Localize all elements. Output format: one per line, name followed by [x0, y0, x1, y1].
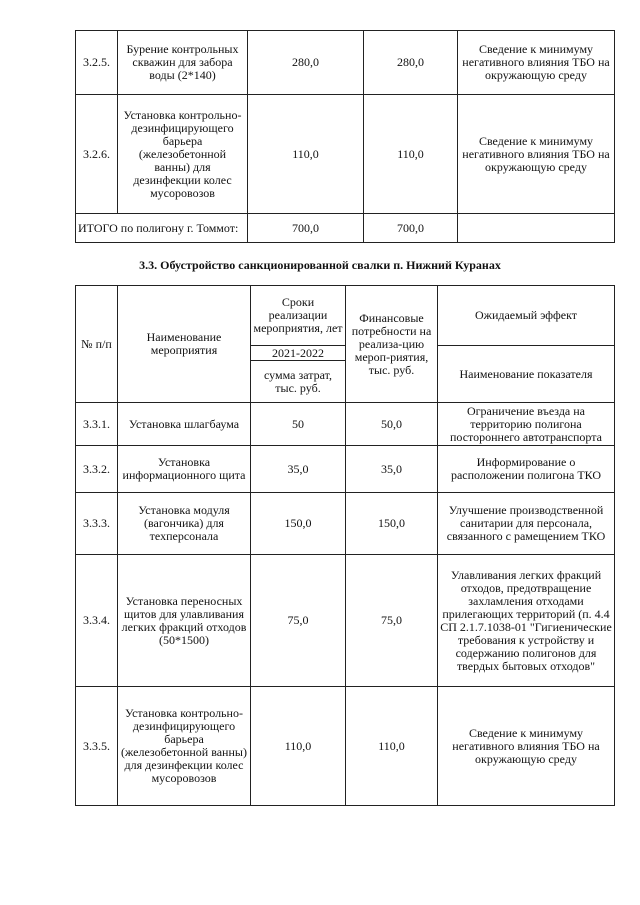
row-cost: 35,0 — [251, 446, 346, 493]
row-finance: 150,0 — [346, 493, 438, 555]
row-finance: 110,0 — [346, 687, 438, 806]
table-section-3-3 — [75, 285, 615, 806]
header-effect: Ожидаемый эффект — [438, 286, 615, 346]
row-effect: Сведение к минимуму негативного влияния ТБО на окружающую среду — [458, 95, 615, 214]
row-cost: 50 — [251, 403, 346, 446]
row-name: Установка контрольно-дезинфицирующего барьера (железобетонной ванны) для дезинфекции колес мусоровозов — [118, 95, 248, 214]
row-number: 3.3.3. — [76, 493, 118, 555]
table-row — [76, 555, 615, 687]
table-continued — [75, 30, 615, 243]
row-number: 3.3.4. — [76, 555, 118, 687]
row-cost: 280,0 — [248, 31, 364, 95]
row-effect: Ограничение въезда на территорию полигона постороннего автотранспорта — [438, 403, 615, 446]
row-number: 3.2.6. — [76, 95, 118, 214]
total-label: ИТОГО по полигону г. Томмот: — [76, 214, 248, 243]
row-effect: Улавливания легких фракций отходов, предотвращение захламления отходами прилегающих территорий (п. 4.4 СП 2.1.7.1038-01 "Гигиенические требования к устройству и содержанию полигонов для твердых бытовых отходов" — [438, 555, 615, 687]
row-name: Установка контрольно-дезинфицирующего барьера (железобетонной ванны) для дезинфекции колес мусоровозов — [118, 687, 251, 806]
row-number: 3.3.2. — [76, 446, 118, 493]
row-number: 3.3.1. — [76, 403, 118, 446]
header-name: Наименование мероприятия — [118, 286, 251, 403]
table-row — [76, 687, 615, 806]
table-row — [76, 95, 615, 214]
row-effect: Сведение к минимуму негативного влияния ТБО на окружающую среду — [438, 687, 615, 806]
table-row — [76, 403, 615, 446]
header-row — [76, 286, 615, 346]
total-row — [76, 214, 615, 243]
header-num: № п/п — [76, 286, 118, 403]
total-cost: 700,0 — [248, 214, 364, 243]
row-cost: 75,0 — [251, 555, 346, 687]
row-finance: 280,0 — [364, 31, 458, 95]
table-row — [76, 446, 615, 493]
row-effect: Сведение к минимуму негативного влияния ТБО на окружающую среду — [458, 31, 615, 95]
row-name: Установка шлагбаума — [118, 403, 251, 446]
row-finance: 35,0 — [346, 446, 438, 493]
row-number: 3.3.5. — [76, 687, 118, 806]
row-name: Бурение контрольных скважин для забора воды (2*140) — [118, 31, 248, 95]
header-indicator: Наименование показателя — [438, 346, 615, 403]
row-cost: 150,0 — [251, 493, 346, 555]
row-finance: 110,0 — [364, 95, 458, 214]
table-row — [76, 31, 615, 95]
row-name: Установка переносных щитов для улавливания легких фракций отходов (50*1500) — [118, 555, 251, 687]
header-finance: Финансовые потребности на реализа-цию мероп-риятия, тыс. руб. — [346, 286, 438, 403]
header-years: 2021-2022 — [251, 346, 346, 361]
header-period: Сроки реализации мероприятия, лет — [251, 286, 346, 346]
table-row — [76, 493, 615, 555]
total-effect-empty — [458, 214, 615, 243]
section-heading: 3.3. Обустройство санкционированной свалки п. Нижний Куранах — [139, 258, 501, 272]
row-name: Установка информационного щита — [118, 446, 251, 493]
header-cost: сумма затрат, тыс. руб. — [251, 361, 346, 403]
row-finance: 50,0 — [346, 403, 438, 446]
total-finance: 700,0 — [364, 214, 458, 243]
row-effect: Улучшение производственной санитарии для персонала, связанного с рамещением ТКО — [438, 493, 615, 555]
row-cost: 110,0 — [248, 95, 364, 214]
row-finance: 75,0 — [346, 555, 438, 687]
row-name: Установка модуля (вагончика) для техперсонала — [118, 493, 251, 555]
row-cost: 110,0 — [251, 687, 346, 806]
row-number: 3.2.5. — [76, 31, 118, 95]
row-effect: Информирование о расположении полигона ТКО — [438, 446, 615, 493]
